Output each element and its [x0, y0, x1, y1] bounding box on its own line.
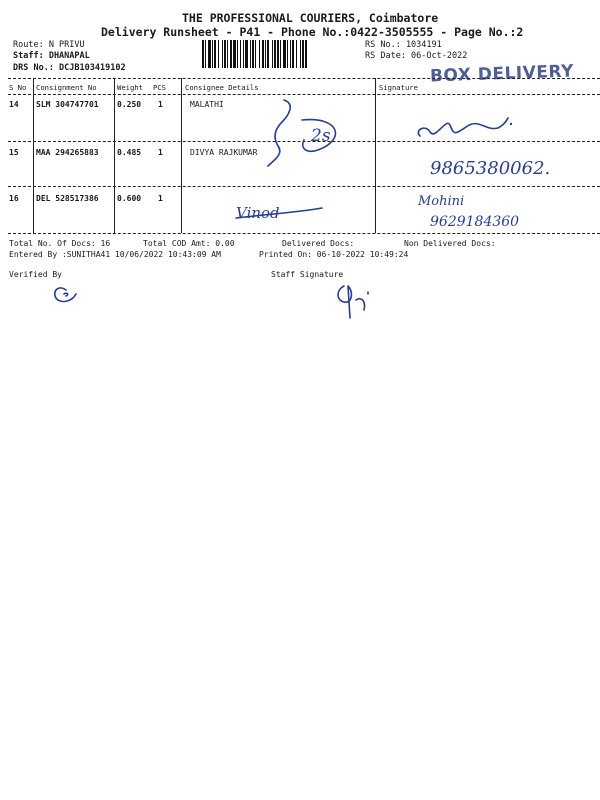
staff-label: Staff: DHANAPAL [13, 51, 90, 61]
col-header-sno: S No [9, 83, 27, 92]
row-sno: 14 [9, 100, 19, 109]
total-docs: Total No. Of Docs: 16 [9, 239, 111, 248]
handwritten-phone-15: 9865380062. [430, 158, 551, 179]
row-consignee: MALATHI [190, 100, 224, 109]
signature-dot [510, 123, 512, 125]
handwritten-mohini: Mohini [418, 194, 465, 209]
verified-by-label: Verified By [9, 270, 62, 279]
drs-number: DRS No.: DCJB103419102 [13, 63, 126, 73]
verified-initial [55, 288, 76, 302]
col-header-consignee: Consignee Details [185, 83, 259, 92]
row-pcs: 1 [158, 194, 163, 203]
handwritten-name-vinod: Vinod [236, 204, 280, 222]
staff-signature-scribble [338, 286, 368, 318]
total-cod: Total COD Amt: 0.00 [143, 239, 235, 248]
rs-number: RS No.: 1034191 [365, 40, 442, 50]
company-title: THE PROFESSIONAL COURIERS, Coimbatore [182, 11, 439, 25]
row-weight: 0.250 [117, 100, 142, 109]
route-label: Route: N PRIVU [13, 40, 85, 50]
printed-on: Printed On: 06-10-2022 10:49:24 [259, 250, 409, 259]
row-pcs: 1 [158, 148, 163, 157]
row-consignment: MAA 294265883 [36, 148, 99, 157]
row-sno: 15 [9, 148, 19, 157]
col-header-signature: Signature [379, 83, 418, 92]
bracket-scribble [268, 100, 290, 166]
row-consignment: DEL 528517386 [36, 194, 99, 203]
row-sno: 16 [9, 194, 19, 203]
handwritten-phone-16: 9629184360 [430, 214, 520, 230]
col-header-weight: Weight [117, 83, 143, 92]
col-header-consignment: Consignment No [36, 83, 97, 92]
row-consignment: SLM 304747701 [36, 100, 99, 109]
handwritten-2s: 2s [311, 126, 331, 146]
runsheet-title: Delivery Runsheet - P41 - Phone No.:0422-3505555 - Page No.:2 [101, 25, 524, 39]
row-consignee: DIVYA RAJKUMAR [190, 148, 258, 157]
box-delivery-stamp: BOX DELIVERY [429, 61, 575, 87]
col-header-pcs: PCS [153, 83, 166, 92]
entered-by: Entered By :SUNITHA41 10/06/2022 10:43:09 AM [9, 250, 221, 259]
staff-signature-label: Staff Signature [271, 270, 344, 279]
row-weight: 0.485 [117, 148, 142, 157]
signature-row14 [418, 118, 508, 136]
rs-date: RS Date: 06-Oct-2022 [365, 51, 468, 61]
non-delivered-docs: Non Delivered Docs: [404, 239, 496, 248]
row-pcs: 1 [158, 100, 163, 109]
delivered-docs: Delivered Docs: [282, 239, 355, 248]
row-weight: 0.600 [117, 194, 142, 203]
